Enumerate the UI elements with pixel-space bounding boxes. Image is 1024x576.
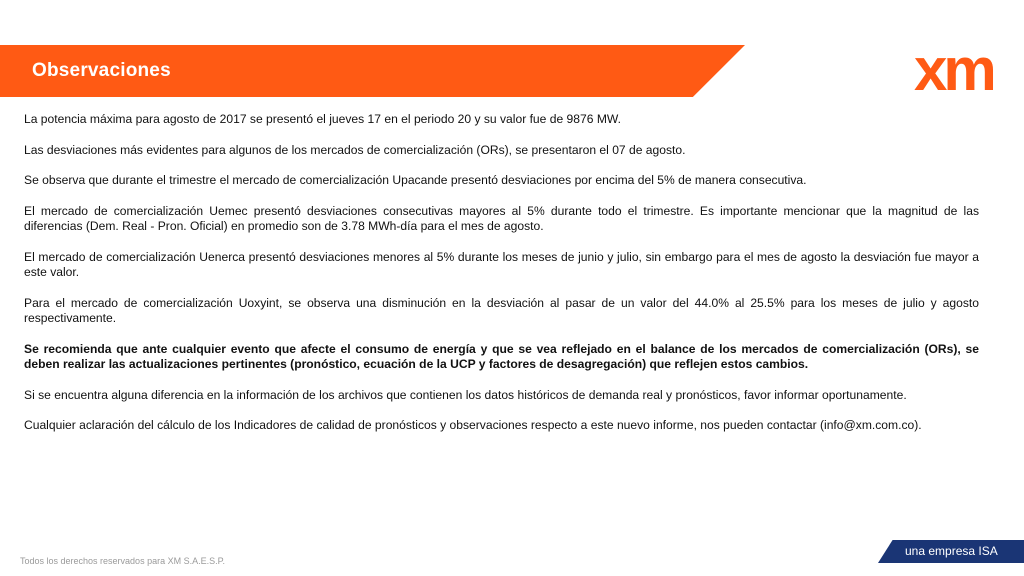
observation-paragraph: El mercado de comercialización Uenerca presentó desviaciones menores al 5% durante los meses de junio y julio, sin embargo para el mes de agosto la desviación fue mayor a este valor. [24,249,979,280]
observation-paragraph: Si se encuentra alguna diferencia en la información de los archivos que contienen los datos históricos de demanda real y pronósticos, favor informar oportunamente. [24,387,907,402]
observation-paragraph: Las desviaciones más evidentes para algunos de los mercados de comercialización (ORs), se presentaron el 07 de agosto. [24,142,686,157]
observations-body [24,112,979,449]
observation-paragraph: El mercado de comercialización Uemec presentó desviaciones consecutivas mayores al 5% durante todo el trimestre. Es importante mencionar que la magnitud de las diferencias (Dem. Real - Pron. Oficial) en promedio son de 3.78 MWh-día para el mes de agosto. [24,203,979,234]
observation-paragraph: Se observa que durante el trimestre el mercado de comercialización Upacande presentó desviaciones por encima del 5% de manera consecutiva. [24,173,807,188]
contact-paragraph: Cualquier aclaración del cálculo de los Indicadores de calidad de pronósticos y observaciones respecto a este nuevo informe, nos pueden contactar (info@xm.com.co). [24,418,922,433]
observation-paragraph: La potencia máxima para agosto de 2017 se presentó el jueves 17 en el periodo 20 y su valor fue de 9876 MW. [24,112,622,126]
page-title: Observaciones [32,60,171,81]
xm-logo-text: xm [914,42,993,102]
brand-text: una empresa ISA [905,544,998,558]
observation-paragraph: Para el mercado de comercialización Uoxyint, se observa una disminución en la desviación al pasar de un valor del 44.0% al 25.5% para los meses de julio y agosto respectivamente. [24,295,979,326]
copyright-text: Todos los derechos reservados para XM S.A.E.S.P. [20,556,225,566]
xm-logo [914,42,1010,102]
recommendation-paragraph: Se recomienda que ante cualquier evento que afecte el consumo de energía y que se vea reflejado en el balance de los mercados de comercialización (ORs), se deben realizar las actualizaciones pertinentes (pronóstico, ecuación de la UCP y factores de desagregación) que reflejen estos cambios. [24,341,979,372]
